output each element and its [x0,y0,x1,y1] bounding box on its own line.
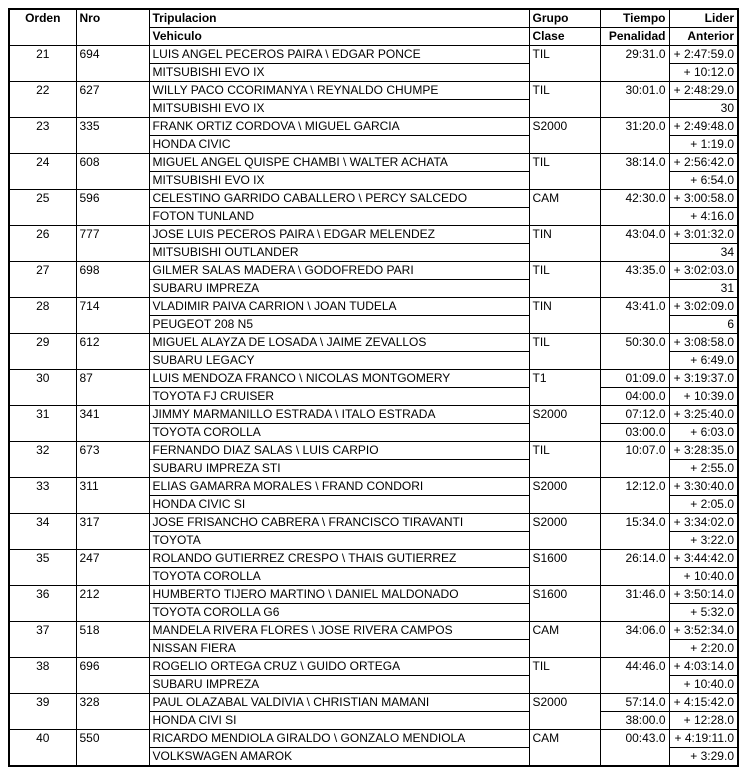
group-cell: S2000 [529,406,600,442]
leader-gap-cell: + 3:34:02.0 [669,514,738,532]
crew-cell: ROGELIO ORTEGA CRUZ \ GUIDO ORTEGA [149,658,529,676]
previous-gap-cell: + 5:32.0 [669,604,738,622]
time-cell: 42:30.0 [600,190,669,226]
table-row [9,334,738,352]
crew-cell: JOSE LUIS PECEROS PAIRA \ EDGAR MELENDEZ [149,226,529,244]
time-cell: 29:31.0 [600,46,669,82]
table-row [9,406,738,424]
leader-gap-cell: + 4:15:42.0 [669,694,738,712]
crew-cell: MIGUEL ALAYZA DE LOSADA \ JAIME ZEVALLOS [149,334,529,352]
nro-cell: 335 [76,118,149,154]
orden-cell: 32 [9,442,76,478]
nro-cell: 341 [76,406,149,442]
time-cell: 43:04.0 [600,226,669,262]
previous-gap-cell: + 3:29.0 [669,748,738,767]
crew-cell: GILMER SALAS MADERA \ GODOFREDO PARI [149,262,529,280]
leader-gap-cell: + 3:30:40.0 [669,478,738,496]
group-cell: S2000 [529,694,600,730]
penalty-cell: 38:00.0 [600,712,669,730]
leader-gap-cell: + 3:02:09.0 [669,298,738,316]
vehicle-cell: FOTON TUNLAND [149,208,529,226]
nro-cell: 247 [76,550,149,586]
nro-cell: 696 [76,658,149,694]
table-row [9,82,738,100]
orden-cell: 36 [9,586,76,622]
table-row [9,9,738,28]
crew-cell: LUIS MENDOZA FRANCO \ NICOLAS MONTGOMERY [149,370,529,388]
header-tiempo: Tiempo [600,9,669,28]
vehicle-cell: NISSAN FIERA [149,640,529,658]
leader-gap-cell: + 2:48:29.0 [669,82,738,100]
header-vehiculo: Vehiculo [149,28,529,46]
nro-cell: 673 [76,442,149,478]
nro-cell: 328 [76,694,149,730]
group-cell: TIL [529,154,600,190]
previous-gap-cell: 6 [669,316,738,334]
leader-gap-cell: + 2:49:48.0 [669,118,738,136]
orden-cell: 25 [9,190,76,226]
time-cell: 10:07.0 [600,442,669,478]
table-row [9,514,738,532]
crew-cell: CELESTINO GARRIDO CABALLERO \ PERCY SALCEDO [149,190,529,208]
previous-gap-cell: + 2:55.0 [669,460,738,478]
leader-gap-cell: + 4:03:14.0 [669,658,738,676]
table-row [9,730,738,748]
orden-cell: 31 [9,406,76,442]
vehicle-cell: TOYOTA COROLLA G6 [149,604,529,622]
orden-cell: 21 [9,46,76,82]
previous-gap-cell: 34 [669,244,738,262]
table-row [9,298,738,316]
group-cell: TIN [529,298,600,334]
nro-cell: 714 [76,298,149,334]
table-row [9,46,738,64]
header-orden: Orden [9,9,76,46]
leader-gap-cell: + 3:25:40.0 [669,406,738,424]
crew-cell: HUMBERTO TIJERO MARTINO \ DANIEL MALDONADO [149,586,529,604]
vehicle-cell: HONDA CIVIC [149,136,529,154]
vehicle-cell: SUBARU IMPREZA [149,676,529,694]
leader-gap-cell: + 3:19:37.0 [669,370,738,388]
table-row [9,370,738,388]
time-cell: 57:14.0 [600,694,669,712]
time-cell: 43:35.0 [600,262,669,298]
nro-cell: 777 [76,226,149,262]
leader-gap-cell: + 3:50:14.0 [669,586,738,604]
orden-cell: 30 [9,370,76,406]
crew-cell: JOSE FRISANCHO CABRERA \ FRANCISCO TIRAVANTI [149,514,529,532]
crew-cell: WILLY PACO CCORIMANYA \ REYNALDO CHUMPE [149,82,529,100]
previous-gap-cell: + 2:20.0 [669,640,738,658]
table-row [9,478,738,496]
nro-cell: 608 [76,154,149,190]
previous-gap-cell: + 12:28.0 [669,712,738,730]
group-cell: TIN [529,226,600,262]
table-row [9,694,738,712]
group-cell: TIL [529,82,600,118]
vehicle-cell: VOLKSWAGEN AMAROK [149,748,529,767]
orden-cell: 35 [9,550,76,586]
table-row [9,262,738,280]
crew-cell: ELIAS GAMARRA MORALES \ FRAND CONDORI [149,478,529,496]
crew-cell: PAUL OLAZABAL VALDIVIA \ CHRISTIAN MAMANI [149,694,529,712]
nro-cell: 694 [76,46,149,82]
penalty-cell: 04:00.0 [600,388,669,406]
table-row [9,442,738,460]
orden-cell: 40 [9,730,76,767]
previous-gap-cell: 31 [669,280,738,298]
vehicle-cell: TOYOTA COROLLA [149,568,529,586]
leader-gap-cell: + 3:52:34.0 [669,622,738,640]
time-cell: 01:09.0 [600,370,669,388]
vehicle-cell: PEUGEOT 208 N5 [149,316,529,334]
time-cell: 00:43.0 [600,730,669,767]
time-cell: 07:12.0 [600,406,669,424]
crew-cell: JIMMY MARMANILLO ESTRADA \ ITALO ESTRADA [149,406,529,424]
time-cell: 43:41.0 [600,298,669,334]
group-cell: S2000 [529,118,600,154]
leader-gap-cell: + 3:01:32.0 [669,226,738,244]
orden-cell: 37 [9,622,76,658]
leader-gap-cell: + 3:28:35.0 [669,442,738,460]
vehicle-cell: SUBARU LEGACY [149,352,529,370]
previous-gap-cell: + 4:16.0 [669,208,738,226]
previous-gap-cell: + 10:39.0 [669,388,738,406]
table-row [9,190,738,208]
crew-cell: FRANK ORTIZ CORDOVA \ MIGUEL GARCIA [149,118,529,136]
orden-cell: 27 [9,262,76,298]
orden-cell: 28 [9,298,76,334]
group-cell: CAM [529,622,600,658]
crew-cell: MANDELA RIVERA FLORES \ JOSE RIVERA CAMPOS [149,622,529,640]
results-table [8,8,739,767]
crew-cell: ROLANDO GUTIERREZ CRESPO \ THAIS GUTIERREZ [149,550,529,568]
crew-cell: MIGUEL ANGEL QUISPE CHAMBI \ WALTER ACHATA [149,154,529,172]
time-cell: 31:46.0 [600,586,669,622]
vehicle-cell: TOYOTA COROLLA [149,424,529,442]
nro-cell: 612 [76,334,149,370]
leader-gap-cell: + 4:19:11.0 [669,730,738,748]
orden-cell: 33 [9,478,76,514]
orden-cell: 26 [9,226,76,262]
crew-cell: FERNANDO DIAZ SALAS \ LUIS CARPIO [149,442,529,460]
group-cell: TIL [529,658,600,694]
penalty-cell: 03:00.0 [600,424,669,442]
orden-cell: 38 [9,658,76,694]
time-cell: 26:14.0 [600,550,669,586]
previous-gap-cell: + 10:40.0 [669,568,738,586]
group-cell: CAM [529,190,600,226]
crew-cell: VLADIMIR PAIVA CARRION \ JOAN TUDELA [149,298,529,316]
previous-gap-cell: + 6:03.0 [669,424,738,442]
header-lider: Lider [669,9,738,28]
group-cell: TIL [529,442,600,478]
leader-gap-cell: + 2:47:59.0 [669,46,738,64]
crew-cell: RICARDO MENDIOLA GIRALDO \ GONZALO MENDIOLA [149,730,529,748]
header-anterior: Anterior [669,28,738,46]
previous-gap-cell: 30 [669,100,738,118]
crew-cell: LUIS ANGEL PECEROS PAIRA \ EDGAR PONCE [149,46,529,64]
vehicle-cell: SUBARU IMPREZA STI [149,460,529,478]
vehicle-cell: MITSUBISHI EVO IX [149,100,529,118]
nro-cell: 596 [76,190,149,226]
group-cell: T1 [529,370,600,406]
nro-cell: 212 [76,586,149,622]
table-row [9,586,738,604]
orden-cell: 34 [9,514,76,550]
previous-gap-cell: + 6:49.0 [669,352,738,370]
previous-gap-cell: + 10:40.0 [669,676,738,694]
time-cell: 34:06.0 [600,622,669,658]
nro-cell: 317 [76,514,149,550]
group-cell: S1600 [529,550,600,586]
table-row [9,118,738,136]
group-cell: CAM [529,730,600,767]
vehicle-cell: TOYOTA [149,532,529,550]
header-grupo: Grupo [529,9,600,28]
group-cell: TIL [529,334,600,370]
header-penalidad: Penalidad [600,28,669,46]
group-cell: S2000 [529,514,600,550]
time-cell: 15:34.0 [600,514,669,550]
vehicle-cell: HONDA CIVI SI [149,712,529,730]
orden-cell: 22 [9,82,76,118]
previous-gap-cell: + 2:05.0 [669,496,738,514]
previous-gap-cell: + 10:12.0 [669,64,738,82]
vehicle-cell: MITSUBISHI EVO IX [149,64,529,82]
nro-cell: 627 [76,82,149,118]
nro-cell: 518 [76,622,149,658]
previous-gap-cell: + 1:19.0 [669,136,738,154]
nro-cell: 311 [76,478,149,514]
nro-cell: 698 [76,262,149,298]
vehicle-cell: MITSUBISHI EVO IX [149,172,529,190]
group-cell: S2000 [529,478,600,514]
previous-gap-cell: + 3:22.0 [669,532,738,550]
time-cell: 30:01.0 [600,82,669,118]
header-clase: Clase [529,28,600,46]
group-cell: S1600 [529,586,600,622]
nro-cell: 550 [76,730,149,767]
vehicle-cell: MITSUBISHI OUTLANDER [149,244,529,262]
group-cell: TIL [529,262,600,298]
leader-gap-cell: + 3:00:58.0 [669,190,738,208]
time-cell: 38:14.0 [600,154,669,190]
leader-gap-cell: + 2:56:42.0 [669,154,738,172]
orden-cell: 24 [9,154,76,190]
vehicle-cell: TOYOTA FJ CRUISER [149,388,529,406]
time-cell: 12:12.0 [600,478,669,514]
time-cell: 31:20.0 [600,118,669,154]
table-row [9,622,738,640]
leader-gap-cell: + 3:44:42.0 [669,550,738,568]
table-row [9,226,738,244]
orden-cell: 29 [9,334,76,370]
orden-cell: 39 [9,694,76,730]
group-cell: TIL [529,46,600,82]
table-row [9,658,738,676]
table-row [9,550,738,568]
leader-gap-cell: + 3:02:03.0 [669,262,738,280]
header-tripulacion: Tripulacion [149,9,529,28]
table-row [9,154,738,172]
time-cell: 44:46.0 [600,658,669,694]
vehicle-cell: HONDA CIVIC SI [149,496,529,514]
vehicle-cell: SUBARU IMPREZA [149,280,529,298]
nro-cell: 87 [76,370,149,406]
leader-gap-cell: + 3:08:58.0 [669,334,738,352]
header-nro: Nro [76,9,149,46]
time-cell: 50:30.0 [600,334,669,370]
orden-cell: 23 [9,118,76,154]
previous-gap-cell: + 6:54.0 [669,172,738,190]
